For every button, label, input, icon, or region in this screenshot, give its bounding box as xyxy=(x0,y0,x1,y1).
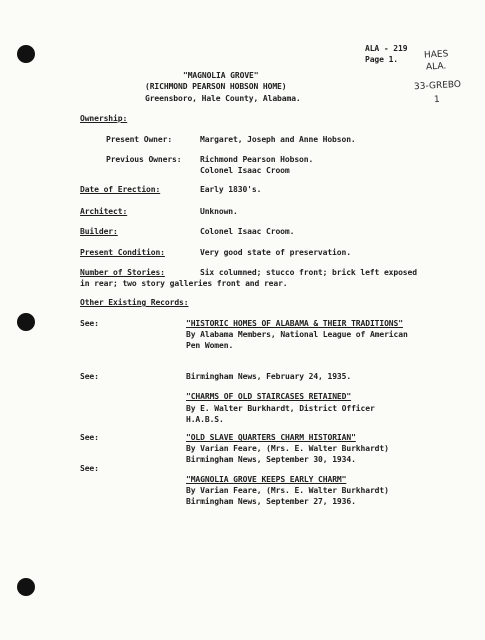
record-1-line-2: By Alabama Members, National League of American xyxy=(186,330,408,339)
record-1-line-3: Pen Women. xyxy=(186,341,234,350)
title-line-2: (RICHMOND PEARSON HOBSON HOME) xyxy=(145,82,287,91)
architect-value: Unknown. xyxy=(200,207,238,216)
record-4-title: "MAGNOLIA GROVE KEEPS EARLY CHARM" xyxy=(186,475,347,484)
builder-value: Colonel Isaac Croom. xyxy=(200,227,295,236)
title-line-1: "MAGNOLIA GROVE" xyxy=(183,71,259,80)
record-2-see: See: xyxy=(80,372,99,381)
record-2-line-3: By E. Walter Burkhardt, District Officer xyxy=(186,404,375,413)
architect-label: Architect: xyxy=(80,207,128,216)
record-2-line-1: Birmingham News, February 24, 1935. xyxy=(186,372,352,381)
builder-label: Builder: xyxy=(80,227,118,236)
previous-owners-label: Previous Owners: xyxy=(106,155,182,164)
page-number: Page 1. xyxy=(365,55,399,64)
title-line-3: Greensboro, Hale County, Alabama. xyxy=(145,94,301,103)
other-records-heading: Other Existing Records: xyxy=(80,298,189,307)
record-3-line-2: By Varian Feare, (Mrs. E. Walter Burkhardt) xyxy=(186,444,389,453)
handwritten-note-2: ALA. xyxy=(425,61,447,73)
record-4-line-2: By Varian Feare, (Mrs. E. Walter Burkhardt) xyxy=(186,486,389,495)
present-owner-label: Present Owner: xyxy=(106,135,173,144)
record-1-title: "HISTORIC HOMES OF ALABAMA & THEIR TRADITIONS" xyxy=(186,319,403,328)
present-owner-value: Margaret, Joseph and Anne Hobson. xyxy=(200,135,356,144)
record-4-line-3: Birmingham News, September 27, 1936. xyxy=(186,497,356,506)
ownership-heading: Ownership: xyxy=(80,114,128,123)
previous-owner-1: Richmond Pearson Hobson. xyxy=(200,155,314,164)
number-of-stories-value-2: in rear; two story galleries front and rear. xyxy=(80,279,288,288)
previous-owner-2: Colonel Isaac Croom xyxy=(200,166,290,175)
record-2-line-4: H.A.B.S. xyxy=(186,415,224,424)
binder-hole-middle xyxy=(17,313,35,331)
ala-number: ALA - 219 xyxy=(365,44,408,53)
date-of-erection-label: Date of Erection: xyxy=(80,185,161,194)
handwritten-note-1: HAES xyxy=(423,49,449,61)
record-3-title: "OLD SLAVE QUARTERS CHARM HISTORIAN" xyxy=(186,433,356,442)
binder-hole-top xyxy=(17,45,35,63)
present-condition-label: Present Condition: xyxy=(80,248,165,257)
present-condition-value: Very good state of preservation. xyxy=(200,248,351,257)
binder-hole-bottom xyxy=(17,578,35,596)
record-2-title: "CHARMS OF OLD STAIRCASES RETAINED" xyxy=(186,392,352,401)
handwritten-note-3: 33-GREBO xyxy=(413,79,462,93)
handwritten-note-4: 1 xyxy=(433,94,440,106)
number-of-stories-label: Number of Stories: xyxy=(80,268,165,277)
record-3-line-3: Birmingham News, September 30, 1934. xyxy=(186,455,356,464)
record-4-see: See: xyxy=(80,464,99,473)
record-3-see: See: xyxy=(80,433,99,442)
number-of-stories-value-1: Six columned; stucco front; brick left exposed xyxy=(200,268,417,277)
record-1-see: See: xyxy=(80,319,99,328)
date-of-erection-value: Early 1830's. xyxy=(200,185,262,194)
